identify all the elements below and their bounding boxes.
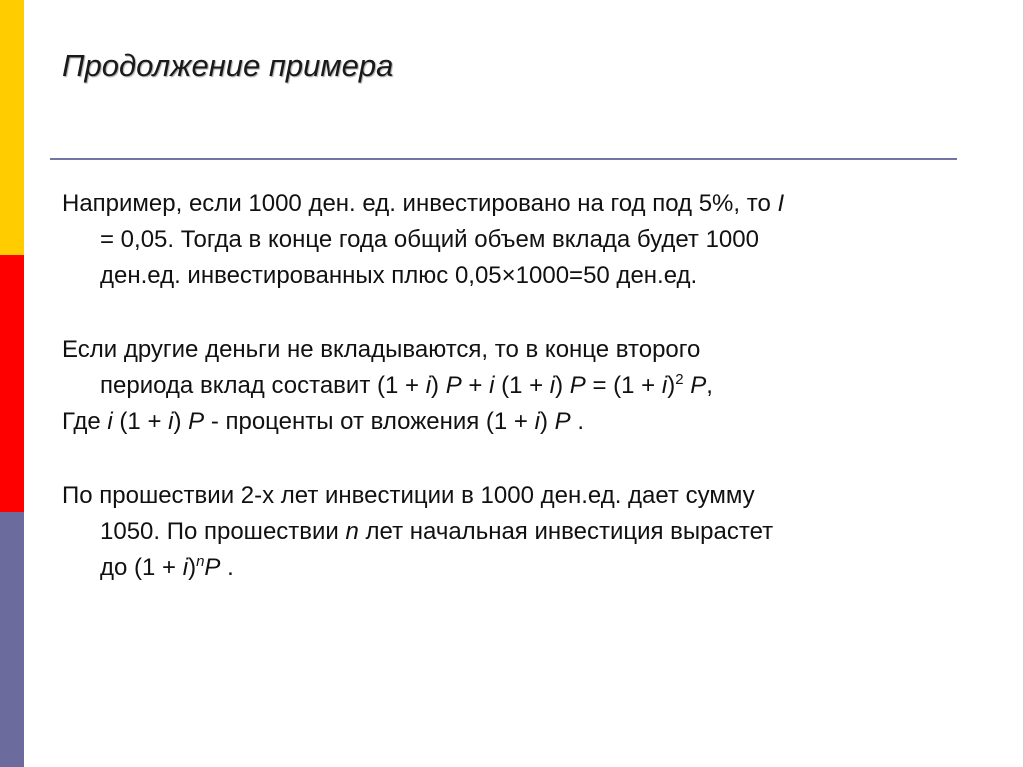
variable-i: i [549,372,556,399]
text-segment: ) [667,372,676,399]
text-segment: ) [555,372,570,399]
text-segment: до (1 + [100,554,183,581]
text-segment: - проценты от вложения (1 + [204,408,535,435]
text-segment: лет начальная инвестиция вырастет [358,518,774,545]
text-segment: ) [431,372,446,399]
accent-bar-blue [0,512,24,767]
variable-P: P [188,408,205,435]
text-segment: ) [188,554,197,581]
variable-i: i [182,554,189,581]
accent-bar-yellow [0,0,24,255]
text-segment: = (1 + [585,372,662,399]
text-segment: , [706,372,713,399]
exponent: 2 [675,371,684,388]
text-segment: ) [173,408,189,435]
paragraph-3-line-2 [62,514,962,550]
text-segment: . [220,554,234,581]
variable-P: P [690,372,707,399]
slide-title: Продолжение примера [62,48,394,83]
paragraph-2-line-3 [62,404,962,440]
title-divider [50,158,957,160]
paragraph-2-line-1: Если другие деньги не вкладываются, то в конце второго [62,336,701,363]
variable-P: P [569,372,586,399]
accent-bar-red [0,255,24,512]
variable-i: i [425,372,432,399]
paragraph-2-line-2 [62,368,962,404]
variable-i: i [107,408,113,435]
variable-i: i [489,372,495,399]
variable-i: i [534,408,540,435]
variable-i: i [661,372,668,399]
paragraph-3-line-3 [62,550,962,586]
variable-P: P [445,372,462,399]
text-segment: . [570,408,584,435]
text-segment: (1 + [112,408,169,435]
text-segment: ) [539,408,555,435]
paragraph-3-line-1: По прошествии 2-х лет инвестиции в 1000 ден.ед. дает сумму [62,482,755,509]
text-segment: периода вклад составит (1 + [100,372,426,399]
paragraph-gap [62,440,962,478]
text-segment: Например, если 1000 ден. ед. инвестировано на год под 5%, то [62,190,778,217]
paragraph-gap [62,294,962,332]
variable-P: P [204,554,221,581]
variable-I: I [777,190,785,217]
text-segment: (1 + [494,372,550,399]
text-segment: Где [62,408,108,435]
slide-body [62,186,962,586]
exponent: n [196,553,205,570]
variable-n: n [345,518,359,545]
text-segment: 1050. По прошествии [100,518,346,545]
variable-i: i [168,408,174,435]
variable-P: P [554,408,571,435]
paragraph-1-line-1 [62,186,962,222]
paragraph-1-line-2: = 0,05. Тогда в конце года общий объем вклада будет 1000 [100,226,759,253]
paragraph-1-line-3: ден.ед. инвестированных плюс 0,05×1000=50 ден.ед. [100,262,698,289]
text-segment: + [461,372,490,399]
